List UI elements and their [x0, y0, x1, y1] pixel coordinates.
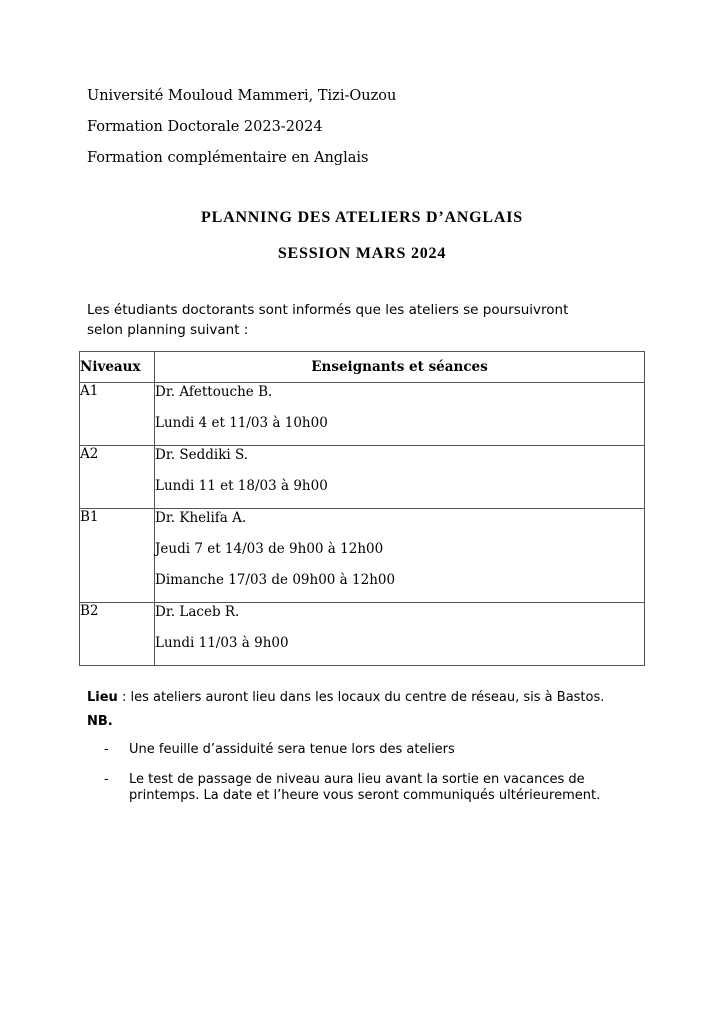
university-name: Université Mouloud Mammeri, Tizi-Ouzou [87, 88, 397, 104]
table-row [80, 509, 645, 603]
teacher-name: Dr. Laceb R. [155, 604, 240, 620]
table-row [80, 383, 645, 446]
location-text: : les ateliers auront lieu dans les locaux du centre de réseau, sis à Bastos. [117, 690, 605, 705]
document-subtitle: SESSION MARS 2024 [277, 245, 447, 262]
nb-item-text: Le test de passage de niveau aura lieu avant la sortie en vacances de printemps. La date et l’heure vous seront communiqués ultérieurement. [129, 772, 601, 803]
teacher-name: Dr. Afettouche B. [155, 384, 273, 400]
level-cell: B1 [80, 509, 155, 603]
level-cell: B2 [80, 603, 155, 666]
program-name: Formation Doctorale 2023-2024 [87, 119, 323, 135]
teacher-sessions-cell [155, 603, 645, 666]
bullet-dash: - [104, 772, 109, 787]
header-levels: Niveaux [80, 352, 155, 383]
table-row [80, 603, 645, 666]
session-time: Lundi 11/03 à 9h00 [155, 635, 289, 651]
session-time: Jeudi 7 et 14/03 de 9h00 à 12h00 [155, 541, 384, 557]
nb-list-item [104, 772, 624, 804]
teacher-sessions-cell [155, 509, 645, 603]
bullet-dash: - [104, 742, 109, 757]
course-name: Formation complémentaire en Anglais [87, 150, 369, 166]
teacher-sessions-cell [155, 383, 645, 446]
location-note [87, 689, 604, 707]
schedule-table [79, 351, 645, 666]
session-time: Lundi 11 et 18/03 à 9h00 [155, 478, 328, 494]
document-title: PLANNING DES ATELIERS D’ANGLAIS [201, 209, 523, 226]
level-cell: A2 [80, 446, 155, 509]
intro-paragraph: Les étudiants doctorants sont informés que les ateliers se poursuivront selon planning suivant : [87, 302, 569, 338]
teacher-sessions-cell [155, 446, 645, 509]
location-label: Lieu [87, 690, 118, 705]
session-time: Dimanche 17/03 de 09h00 à 12h00 [155, 572, 396, 588]
nb-label: NB. [87, 714, 113, 729]
session-time: Lundi 4 et 11/03 à 10h00 [155, 415, 328, 431]
teacher-name: Dr. Seddiki S. [155, 447, 249, 463]
table-row [80, 446, 645, 509]
level-cell: A1 [80, 383, 155, 446]
nb-list-item [104, 742, 624, 758]
nb-item-text: Une feuille d’assiduité sera tenue lors des ateliers [129, 742, 455, 757]
header-teachers-sessions: Enseignants et séances [155, 352, 645, 383]
table-header-row [80, 352, 645, 383]
teacher-name: Dr. Khelifa A. [155, 510, 247, 526]
